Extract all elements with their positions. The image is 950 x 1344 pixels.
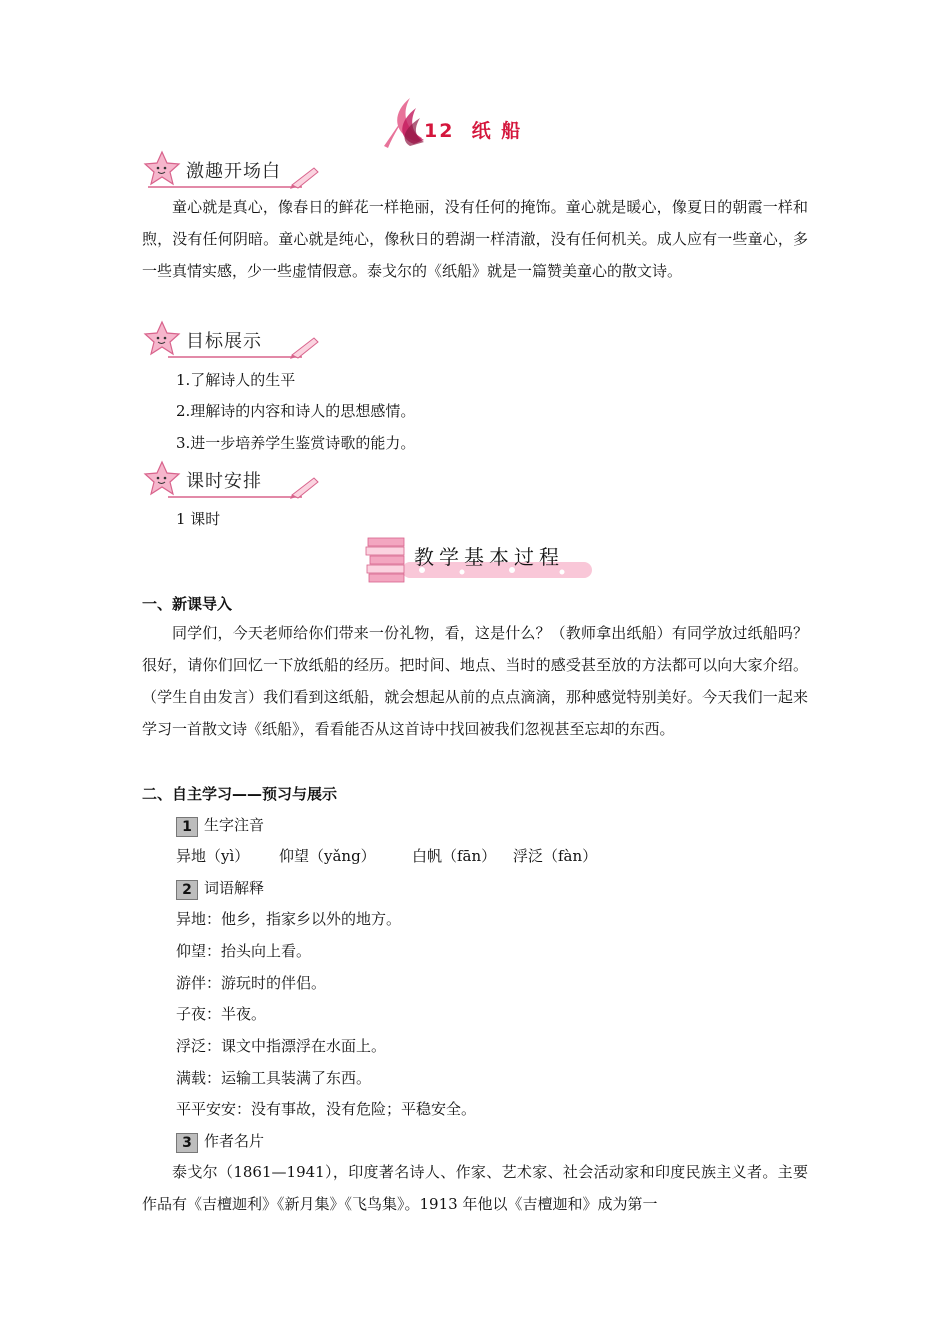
vocabulary-item: 子夜：半夜。 bbox=[176, 1005, 267, 1023]
goal-item: 1.了解诗人的生平 bbox=[176, 371, 296, 389]
part2-heading: 二、自主学习——预习与展示 bbox=[142, 785, 338, 803]
subsection-number: 3 bbox=[176, 1133, 198, 1153]
intro-paragraph: 童心就是真心，像春日的鲜花一样艳丽，没有任何的掩饰。童心就是暖心，像夏日的朝霞一样和煦，没有任何阴暗。童心就是纯心，像秋日的碧湖一样清澈，没有任何机关。成人应有一些童心，多一些真情实感，少一些虚情假意。泰戈尔的《纸船》就是一篇赞美童心的散文诗。 bbox=[142, 198, 808, 280]
schedule-value: 1 课时 bbox=[176, 510, 221, 528]
vocabulary-item: 平平安安：没有事故，没有危险；平稳安全。 bbox=[176, 1100, 477, 1118]
section-heading-label: 课时安排 bbox=[186, 471, 262, 492]
pronunciation-item: 异地（yì） bbox=[176, 847, 250, 865]
subsection-number: 2 bbox=[176, 880, 198, 900]
section-heading-intro bbox=[142, 154, 322, 188]
process-banner-label: 教学基本过程 bbox=[414, 545, 564, 569]
vocabulary-item: 游伴：游玩时的伴侣。 bbox=[176, 974, 327, 992]
subsection-title: 生字注音 bbox=[204, 816, 265, 834]
page-title: 12 纸 船 bbox=[424, 120, 523, 142]
section-heading-label: 目标展示 bbox=[186, 331, 262, 352]
section-heading-goals bbox=[142, 324, 322, 358]
pen-underline-icon bbox=[162, 466, 322, 500]
vocabulary-item: 仰望：抬头向上看。 bbox=[176, 942, 312, 960]
part1-paragraph: 同学们，今天老师给你们带来一份礼物，看，这是什么？（教师拿出纸船）有同学放过纸船吗？很好，请你们回忆一下放纸船的经历。把时间、地点、当时的感受甚至放的方法都可以向大家介绍。（学生自由发言）我们看到这纸船，就会想起从前的点点滴滴，那种感觉特别美好。今天我们一起来学习一首散文诗《纸船》，看看能否从这首诗中找回被我们忽视甚至忘却的东西。 bbox=[142, 624, 808, 738]
pronunciation-item: 白帆（fān） bbox=[412, 847, 497, 865]
subsection-title: 作者名片 bbox=[204, 1132, 265, 1150]
vocabulary-item: 浮泛：课文中指漂浮在水面上。 bbox=[176, 1037, 387, 1055]
pronunciation-item: 仰望（yǎng） bbox=[279, 847, 376, 865]
subsection-pronunciation bbox=[176, 815, 264, 837]
process-banner bbox=[362, 530, 594, 586]
subsection-author bbox=[176, 1131, 264, 1153]
section-heading-schedule bbox=[142, 464, 322, 498]
goal-item: 2.理解诗的内容和诗人的思想感情。 bbox=[176, 402, 416, 420]
pen-underline-icon bbox=[142, 156, 322, 190]
vocabulary-item: 满载：运输工具装满了东西。 bbox=[176, 1069, 372, 1087]
vocabulary-item: 异地：他乡，指家乡以外的地方。 bbox=[176, 910, 402, 928]
goal-item: 3.进一步培养学生鉴赏诗歌的能力。 bbox=[176, 434, 416, 452]
section-heading-label: 激趣开场白 bbox=[186, 161, 281, 182]
subsection-vocabulary bbox=[176, 878, 264, 900]
pronunciation-item: 浮泛（fàn） bbox=[513, 847, 598, 865]
author-paragraph: 泰戈尔（1861—1941），印度著名诗人、作家、艺术家、社会活动家和印度民族主义者。主要作品有《吉檀迦利》《新月集》《飞鸟集》。1913 年他以《吉檀迦和》成为第一 bbox=[142, 1163, 808, 1213]
title-block bbox=[380, 92, 580, 152]
subsection-title: 词语解释 bbox=[204, 879, 265, 897]
part1-heading: 一、新课导入 bbox=[142, 595, 233, 613]
pen-underline-icon bbox=[162, 326, 322, 360]
subsection-number: 1 bbox=[176, 817, 198, 837]
